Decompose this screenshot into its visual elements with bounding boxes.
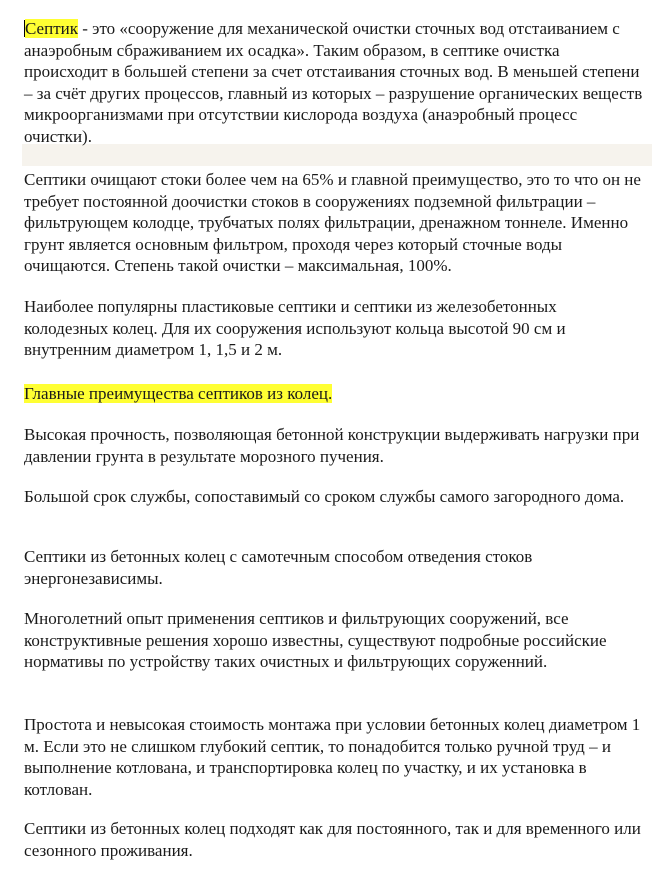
advantage-item: Большой срок службы, сопоставимый со сроком службы самого загородного дома. (24, 487, 625, 506)
advantage-item: Высокая прочность, позволяющая бетонной конструкции выдерживать нагрузки при давлении грунта в результате морозного пучения. (24, 425, 640, 466)
efficiency-paragraph: Септики очищают стоки более чем на 65% и главной преимущество, это то что он не требует постоянной доочистки стоков в сооружениях подземной фильтрации – фильтрующем колодце, трубчатых полях фильтрации, дренажном тоннеле. Именно грунт является основным фильтром, проходя через который сточные воды очищаются. Степень такой очистки – максимальная, 100%. (24, 170, 641, 275)
advantage-item: Септики из бетонных колец с самотечным способом отведения стоков энергонезависимы. (24, 547, 533, 588)
highlighted-term: Септик (25, 19, 78, 38)
advantage-item: Простота и невысокая стоимость монтажа при условии бетонных колец диаметром 1 м. Если это не слишком глубокий септик, то понадобится только ручной труд – и выполнение котлована, и транспортировка колец по участку, и их установка в котлован. (24, 715, 641, 799)
shaded-empty-line (22, 144, 652, 166)
advantage-item: Септики из бетонных колец подходят как для постоянного, так и для временного или сезонного проживания. (24, 819, 641, 860)
advantage-item: Многолетний опыт применения септиков и фильтрующих сооружений, все конструктивные решения хорошо известны, существуют подробные российские нормативы по устройству таких очистных и фильтрующих соруженний. (24, 609, 607, 671)
heading-text: Главные преимущества септиков из колец. (24, 384, 333, 403)
intro-paragraph (24, 18, 644, 147)
advantages-heading (24, 383, 644, 405)
intro-text: - это «сооружение для механической очистки сточных вод отстаиванием с анаэробным сбраживанием их осадка». Таким образом, в септике очистка происходит в большей степени за счет отстаивания сточных вод. В меньшей степени – за счёт других процессов, главный из которых – разрушение органических веществ микроорганизмами при отсутствии кислорода воздуха (анаэробный процесс очистки). (24, 19, 643, 146)
popular-types-paragraph: Наиболее популярны пластиковые септики и септики из железобетонных колодезных колец. Для их сооружения используют кольца высотой 90 см и внутренним диаметром 1, 1,5 и 2 м. (24, 297, 566, 359)
